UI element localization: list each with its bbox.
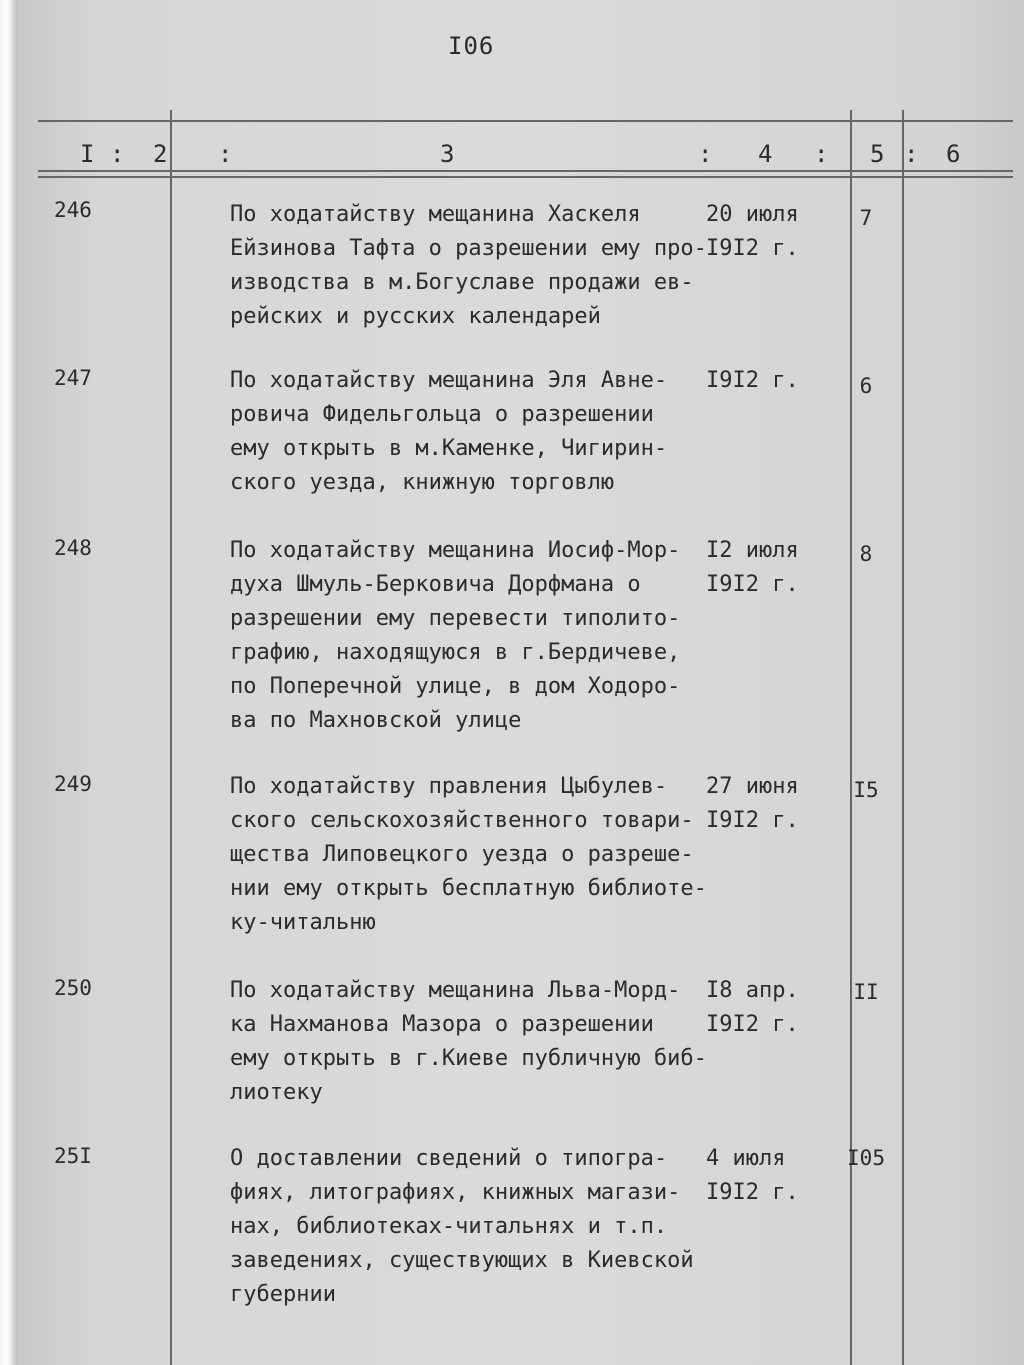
column-header-2: 2 [153,140,168,168]
entry-date: 20 июля I9I2 г. [706,202,799,261]
column-divider-3 [902,110,904,1365]
entry-number: 250 [54,976,92,1000]
entry-date: 4 июля I9I2 г. [706,1146,799,1205]
column-header-1: I [80,140,95,168]
column-header-5: 5 [870,140,885,168]
header-bottom-rule-2 [38,176,1013,178]
column-header-6: 6 [946,140,961,168]
column-separator: : [110,140,125,168]
entry-sheet-count: I5 [853,778,879,802]
page-number: I06 [448,32,495,60]
column-separator: : [904,140,919,168]
entry-date: 27 июня I9I2 г. [706,774,799,833]
entry-sheet-count: 7 [859,206,873,230]
entry-number: 248 [54,536,92,560]
entry-sheet-count: I05 [847,1146,885,1170]
header-bottom-rule [38,170,1013,172]
column-divider-1 [170,110,172,1365]
column-divider-2 [850,110,852,1365]
entry-sheet-count: 8 [859,542,873,566]
entry-description: По ходатайству правления Цыбулев- ского сельскохозяйственного товари- щества Липовецкого уезда о разреше- нии ему открыть бесплатную библиоте- ку-читальню [230,774,707,935]
header-top-rule [38,120,1013,122]
column-header-4: 4 [758,140,773,168]
entry-number: 25I [54,1144,92,1168]
document-page [18,0,1024,1365]
entry-description: По ходатайству мещанина Иосиф-Мор- духа Шмуль-Берковича Дорфмана о разрешении ему перевести типолито- графию, находящуюся в г.Бердичеве, по Поперечной улице, в дом Ходоро- ва по Махновской улице [230,538,681,733]
column-separator: : [698,140,713,168]
entry-number: 247 [54,366,92,390]
column-separator: : [218,140,233,168]
entry-date: I8 апр. I9I2 г. [706,978,799,1037]
column-header-3: 3 [440,140,455,168]
binding-edge [0,0,19,1365]
entry-description: По ходатайству мещанина Эля Авне- ровича Фидельгольца о разрешении ему открыть в м.Каменке, Чигирин- ского уезда, книжную торговлю [230,368,668,495]
entry-description: По ходатайству мещанина Льва-Морд- ка Нахманова Мазора о разрешении ему открыть в г.Киеве публичную биб- лиотеку [230,978,707,1105]
entry-sheet-count: 6 [859,374,873,398]
entry-sheet-count: II [853,980,879,1004]
entry-date: I9I2 г. [706,368,799,393]
entry-date: I2 июля I9I2 г. [706,538,799,597]
entry-number: 249 [54,772,92,796]
entry-number: 246 [54,198,92,222]
entry-description: По ходатайству мещанина Хаскеля Ейзинова Тафта о разрешении ему про- изводства в м.Богуславе продажи ев- рейских и русских календарей [230,202,707,329]
column-separator: : [814,140,829,168]
entry-description: О доставлении сведений о типогра- фиях, литографиях, книжных магази- нах, библиотеках-читальнях и т.п. заведениях, существующих в Киевской губернии [230,1146,694,1307]
